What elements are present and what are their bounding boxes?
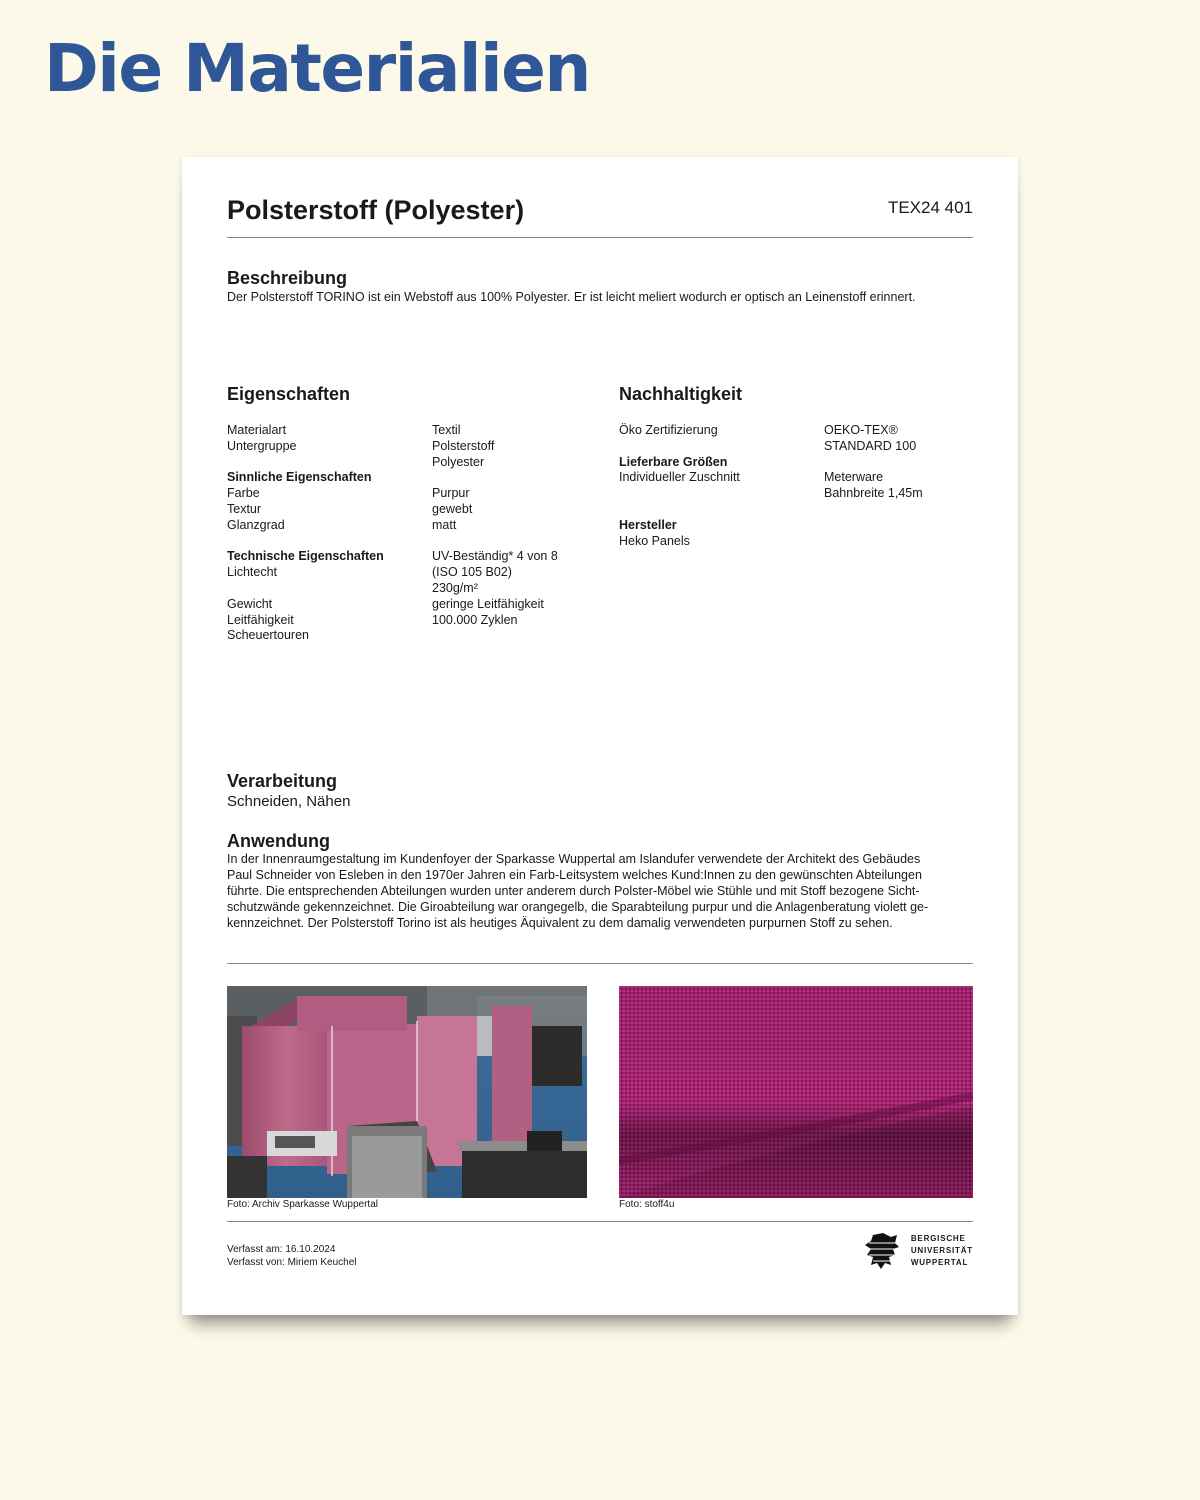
oeko-zertifizierung-label: Öko Zertifizierung bbox=[619, 423, 718, 437]
footer-divider bbox=[227, 1221, 973, 1222]
bahnbreite-value: Bahnbreite 1,45m bbox=[824, 486, 923, 501]
archive-photo-caption: Foto: Archiv Sparkasse Wuppertal bbox=[227, 1199, 378, 1210]
farbe-label: Farbe bbox=[227, 486, 260, 501]
farbe-value: Purpur bbox=[432, 486, 470, 501]
glanzgrad-value: matt bbox=[432, 517, 457, 532]
untergruppe-value-2: Polyester bbox=[432, 454, 485, 469]
datasheet-content bbox=[227, 157, 973, 1315]
verfasst-von: Verfasst von: Miriem Keuchel bbox=[227, 1257, 357, 1268]
title-divider bbox=[227, 237, 973, 238]
beschreibung-heading: Beschreibung bbox=[227, 268, 348, 288]
lichtecht-value: UV-Beständig* 4 von 8 bbox=[432, 549, 558, 564]
untergruppe-value: Polsterstoff bbox=[432, 438, 495, 453]
anwendung-text bbox=[227, 851, 987, 931]
textur-label: Textur bbox=[227, 501, 262, 516]
fabric-photo-caption: Foto: stoff4u bbox=[619, 1199, 675, 1210]
eigenschaften-values bbox=[432, 423, 612, 628]
university-logo bbox=[863, 1231, 973, 1271]
logo-line: BERGISCHE bbox=[910, 1234, 966, 1243]
logo-line: UNIVERSITÄT bbox=[910, 1246, 973, 1255]
verarbeitung-text: Schneiden, Nähen bbox=[227, 793, 351, 810]
sinnliche-eigenschaften-heading: Sinnliche Eigenschaften bbox=[227, 470, 372, 485]
logo-line: WUPPERTAL bbox=[910, 1258, 969, 1267]
gewicht-label: Gewicht bbox=[227, 596, 273, 611]
hersteller-heading: Hersteller bbox=[619, 517, 677, 532]
zuschnitt-label: Individueller Zuschnitt bbox=[619, 470, 740, 485]
nachhaltigkeit-values bbox=[824, 423, 973, 502]
scheuertouren-label: Scheuertouren bbox=[227, 628, 310, 643]
hersteller-value: Heko Panels bbox=[619, 533, 690, 548]
beschreibung-text: Der Polsterstoff TORINO ist ein Webstoff aus 100% Polyester. Er ist leicht meliert wodurch er optisch an Leinenstoff erinnert. bbox=[227, 290, 916, 304]
lieferbare-groessen-heading: Lieferbare Größen bbox=[619, 454, 728, 469]
verfasst-am: Verfasst am: 16.10.2024 bbox=[227, 1244, 336, 1255]
leitfaehigkeit-label: Leitfähigkeit bbox=[227, 612, 294, 627]
textur-value: gewebt bbox=[432, 501, 473, 516]
anwendung-line: In der Innenraumgestaltung im Kundenfoyer der Sparkasse Wuppertal am Islandufer verwendete der Architekt des Gebäudes bbox=[227, 852, 921, 866]
verarbeitung-heading: Verarbeitung bbox=[227, 771, 338, 791]
material-datasheet bbox=[182, 157, 1018, 1315]
oeko-zertifizierung-value: OEKO-TEX® bbox=[824, 423, 898, 437]
material-code: TEX24 401 bbox=[887, 198, 973, 217]
scheuertouren-value: 100.000 Zyklen bbox=[432, 612, 518, 627]
author-info bbox=[227, 1243, 357, 1269]
gewicht-value: 230g/m² bbox=[432, 580, 478, 595]
leitfaehigkeit-value: geringe Leitfähigkeit bbox=[432, 596, 544, 611]
archive-photo bbox=[227, 986, 587, 1198]
materialart-label: Materialart bbox=[227, 423, 287, 437]
archive-photo-image bbox=[227, 986, 587, 1198]
glanzgrad-label: Glanzgrad bbox=[227, 517, 285, 532]
anwendung-heading: Anwendung bbox=[227, 831, 330, 851]
material-title: Polsterstoff (Polyester) bbox=[227, 195, 525, 225]
technische-eigenschaften-heading: Technische Eigenschaften bbox=[227, 549, 384, 564]
nachhaltigkeit-heading: Nachhaltigkeit bbox=[619, 384, 743, 404]
zuschnitt-value: Meterware bbox=[824, 470, 884, 485]
nachhaltigkeit-labels bbox=[619, 423, 819, 549]
page-heading: Die Materialien bbox=[44, 30, 590, 107]
anwendung-line: führte. Die entsprechenden Abteilungen wurden unter anderem durch Polster-Möbel wie Stühle und mit Stoff bezogene Sicht- bbox=[227, 884, 920, 898]
eigenschaften-labels bbox=[227, 423, 427, 644]
university-name bbox=[911, 1233, 973, 1269]
anwendung-line: schutzwände gekennzeichnet. Die Giroabteilung war orangegelb, die Sparabteilung purpur und die Anlagenberatung violett ge- bbox=[227, 900, 929, 914]
oeko-standard-value: STANDARD 100 bbox=[824, 438, 917, 453]
untergruppe-label: Untergruppe bbox=[227, 438, 297, 453]
fabric-photo bbox=[619, 986, 973, 1198]
eigenschaften-heading: Eigenschaften bbox=[227, 384, 351, 404]
lichtecht-label: Lichtecht bbox=[227, 565, 278, 580]
photos-divider bbox=[227, 963, 973, 964]
lichtecht-norm: (ISO 105 B02) bbox=[432, 565, 512, 580]
lion-crest-icon bbox=[863, 1231, 903, 1271]
anwendung-line: kennzeichnet. Der Polsterstoff Torino ist als heutiges Äquivalent zu dem damalig verwendeten purpurnen Stoff zu sehen. bbox=[227, 916, 893, 930]
materialart-value: Textil bbox=[432, 423, 461, 437]
anwendung-line: Paul Schneider von Esleben in den 1970er Jahren ein Farb-Leitsystem welches Kund:Innen zu den gewünschten Abteilungen bbox=[227, 868, 922, 882]
fabric-photo-image bbox=[619, 986, 973, 1198]
